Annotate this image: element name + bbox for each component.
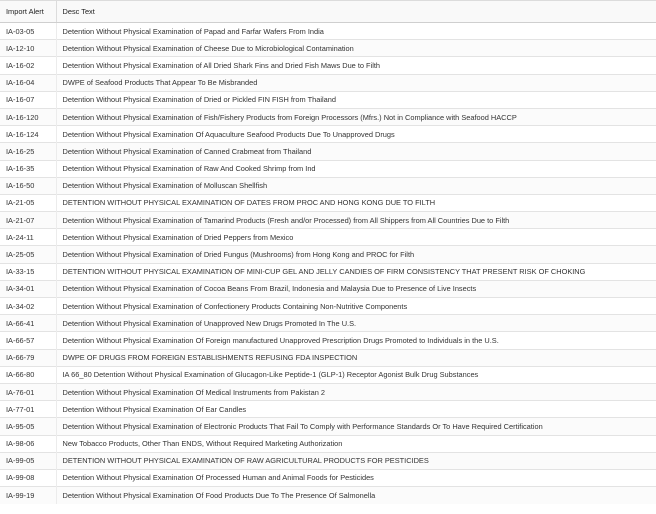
desc-text-cell: Detention Without Physical Examination of Confectionery Products Containing Non-Nutritive Components xyxy=(56,298,656,315)
import-alert-id-cell: IA-98-06 xyxy=(0,435,56,452)
import-alert-id-cell: IA-33-15 xyxy=(0,263,56,280)
table-header-row xyxy=(0,1,656,23)
import-alert-id-cell: IA-16-120 xyxy=(0,108,56,125)
table-row[interactable] xyxy=(0,383,656,400)
desc-text-cell: Detention Without Physical Examination Of Ear Candles xyxy=(56,401,656,418)
import-alert-id-cell: IA-16-07 xyxy=(0,91,56,108)
import-alert-id-cell: IA-03-05 xyxy=(0,23,56,40)
import-alert-id-cell: IA-24-11 xyxy=(0,229,56,246)
desc-text-cell: Detention Without Physical Examination Of Processed Human and Animal Foods for Pesticides xyxy=(56,469,656,486)
desc-text-cell: DETENTION WITHOUT PHYSICAL EXAMINATION OF MINI-CUP GEL AND JELLY CANDIES OF FIRM CONSISTENCY THAT PRESENT RISK OF CHOKING xyxy=(56,263,656,280)
table-row[interactable] xyxy=(0,229,656,246)
table-row[interactable] xyxy=(0,91,656,108)
desc-text-cell: Detention Without Physical Examination of Fish/Fishery Products from Foreign Processors (Mfrs.) Not in Compliance with Seafood HACCP xyxy=(56,108,656,125)
table-row[interactable] xyxy=(0,246,656,263)
import-alert-id-cell: IA-16-35 xyxy=(0,160,56,177)
table-row[interactable] xyxy=(0,143,656,160)
table-row[interactable] xyxy=(0,177,656,194)
import-alert-id-cell: IA-66-79 xyxy=(0,349,56,366)
table-row[interactable] xyxy=(0,298,656,315)
table-row[interactable] xyxy=(0,212,656,229)
import-alert-id-cell: IA-99-19 xyxy=(0,487,56,504)
desc-text-cell: Detention Without Physical Examination of Cheese Due to Microbiological Contamination xyxy=(56,40,656,57)
desc-text-cell: IA 66_80 Detention Without Physical Examination of Glucagon-Like Peptide-1 (GLP-1) Receptor Agonist Bulk Drug Substances xyxy=(56,366,656,383)
import-alert-id-cell: IA-66-80 xyxy=(0,366,56,383)
import-alert-id-cell: IA-66-57 xyxy=(0,332,56,349)
import-alert-id-cell: IA-76-01 xyxy=(0,383,56,400)
desc-text-cell: Detention Without Physical Examination of Cocoa Beans From Brazil, Indonesia and Malaysia Due to Presence of Live Insects xyxy=(56,280,656,297)
table-row[interactable] xyxy=(0,401,656,418)
table-body xyxy=(0,23,656,504)
desc-text-cell: Detention Without Physical Examination of Tamarind Products (Fresh and/or Processed) from All Shippers from All Countries Due to Filth xyxy=(56,212,656,229)
desc-text-cell: Detention Without Physical Examination of Canned Crabmeat from Thailand xyxy=(56,143,656,160)
table-row[interactable] xyxy=(0,263,656,280)
import-alert-id-cell: IA-34-01 xyxy=(0,280,56,297)
table-row[interactable] xyxy=(0,40,656,57)
import-alert-id-cell: IA-16-50 xyxy=(0,177,56,194)
import-alert-id-cell: IA-16-04 xyxy=(0,74,56,91)
desc-text-cell: Detention Without Physical Examination of Unapproved New Drugs Promoted In The U.S. xyxy=(56,315,656,332)
table-row[interactable] xyxy=(0,418,656,435)
import-alert-id-cell: IA-77-01 xyxy=(0,401,56,418)
import-alert-id-cell: IA-95-05 xyxy=(0,418,56,435)
desc-text-cell: Detention Without Physical Examination of All Dried Shark Fins and Dried Fish Maws Due to Filth xyxy=(56,57,656,74)
desc-text-cell: DETENTION WITHOUT PHYSICAL EXAMINATION OF RAW AGRICULTURAL PRODUCTS FOR PESTICIDES xyxy=(56,452,656,469)
desc-text-cell: Detention Without Physical Examination Of Foreign manufactured Unapproved Prescription Drugs Promoted to Individuals in the U.S. xyxy=(56,332,656,349)
desc-text-cell: Detention Without Physical Examination Of Medical Instruments from Pakistan 2 xyxy=(56,383,656,400)
import-alert-id-cell: IA-99-08 xyxy=(0,469,56,486)
table-row[interactable] xyxy=(0,487,656,504)
table-row[interactable] xyxy=(0,23,656,40)
desc-text-cell: Detention Without Physical Examination of Molluscan Shellfish xyxy=(56,177,656,194)
import-alert-id-cell: IA-34-02 xyxy=(0,298,56,315)
desc-text-cell: New Tobacco Products, Other Than ENDS, Without Required Marketing Authorization xyxy=(56,435,656,452)
desc-text-cell: DWPE of Seafood Products That Appear To Be Misbranded xyxy=(56,74,656,91)
desc-text-cell: Detention Without Physical Examination of Papad and Farfar Wafers From India xyxy=(56,23,656,40)
table-row[interactable] xyxy=(0,160,656,177)
desc-text-cell: Detention Without Physical Examination of Raw And Cooked Shrimp from Ind xyxy=(56,160,656,177)
desc-text-cell: DWPE OF DRUGS FROM FOREIGN ESTABLISHMENTS REFUSING FDA INSPECTION xyxy=(56,349,656,366)
import-alert-id-cell: IA-16-124 xyxy=(0,126,56,143)
desc-text-cell: Detention Without Physical Examination of Dried or Pickled FIN FISH from Thailand xyxy=(56,91,656,108)
column-header-import-alert[interactable]: Import Alert xyxy=(0,1,56,23)
column-header-desc-text[interactable]: Desc Text xyxy=(56,1,656,23)
table-row[interactable] xyxy=(0,349,656,366)
import-alert-id-cell: IA-99-05 xyxy=(0,452,56,469)
table-row[interactable] xyxy=(0,74,656,91)
table-row[interactable] xyxy=(0,280,656,297)
import-alert-id-cell: IA-16-25 xyxy=(0,143,56,160)
import-alert-id-cell: IA-66-41 xyxy=(0,315,56,332)
table-row[interactable] xyxy=(0,57,656,74)
desc-text-cell: Detention Without Physical Examination Of Food Products Due To The Presence Of Salmonella xyxy=(56,487,656,504)
import-alert-id-cell: IA-21-07 xyxy=(0,212,56,229)
table-row[interactable] xyxy=(0,452,656,469)
table-row[interactable] xyxy=(0,366,656,383)
desc-text-cell: Detention Without Physical Examination of Dried Fungus (Mushrooms) from Hong Kong and PROC for Filth xyxy=(56,246,656,263)
table-row[interactable] xyxy=(0,332,656,349)
table-row[interactable] xyxy=(0,315,656,332)
desc-text-cell: Detention Without Physical Examination of Electronic Products That Fail To Comply with Performance Standards Or To Have Required Certification xyxy=(56,418,656,435)
import-alert-id-cell: IA-12-10 xyxy=(0,40,56,57)
desc-text-cell: Detention Without Physical Examination of Dried Peppers from Mexico xyxy=(56,229,656,246)
table-row[interactable] xyxy=(0,108,656,125)
desc-text-cell: DETENTION WITHOUT PHYSICAL EXAMINATION OF DATES FROM PROC AND HONG KONG DUE TO FILTH xyxy=(56,194,656,211)
import-alert-id-cell: IA-16-02 xyxy=(0,57,56,74)
import-alert-id-cell: IA-25-05 xyxy=(0,246,56,263)
table-row[interactable] xyxy=(0,194,656,211)
table-row[interactable] xyxy=(0,126,656,143)
table-row[interactable] xyxy=(0,435,656,452)
import-alert-id-cell: IA-21-05 xyxy=(0,194,56,211)
table-header xyxy=(0,1,656,23)
desc-text-cell: Detention Without Physical Examination Of Aquaculture Seafood Products Due To Unapproved Drugs xyxy=(56,126,656,143)
table-row[interactable] xyxy=(0,469,656,486)
